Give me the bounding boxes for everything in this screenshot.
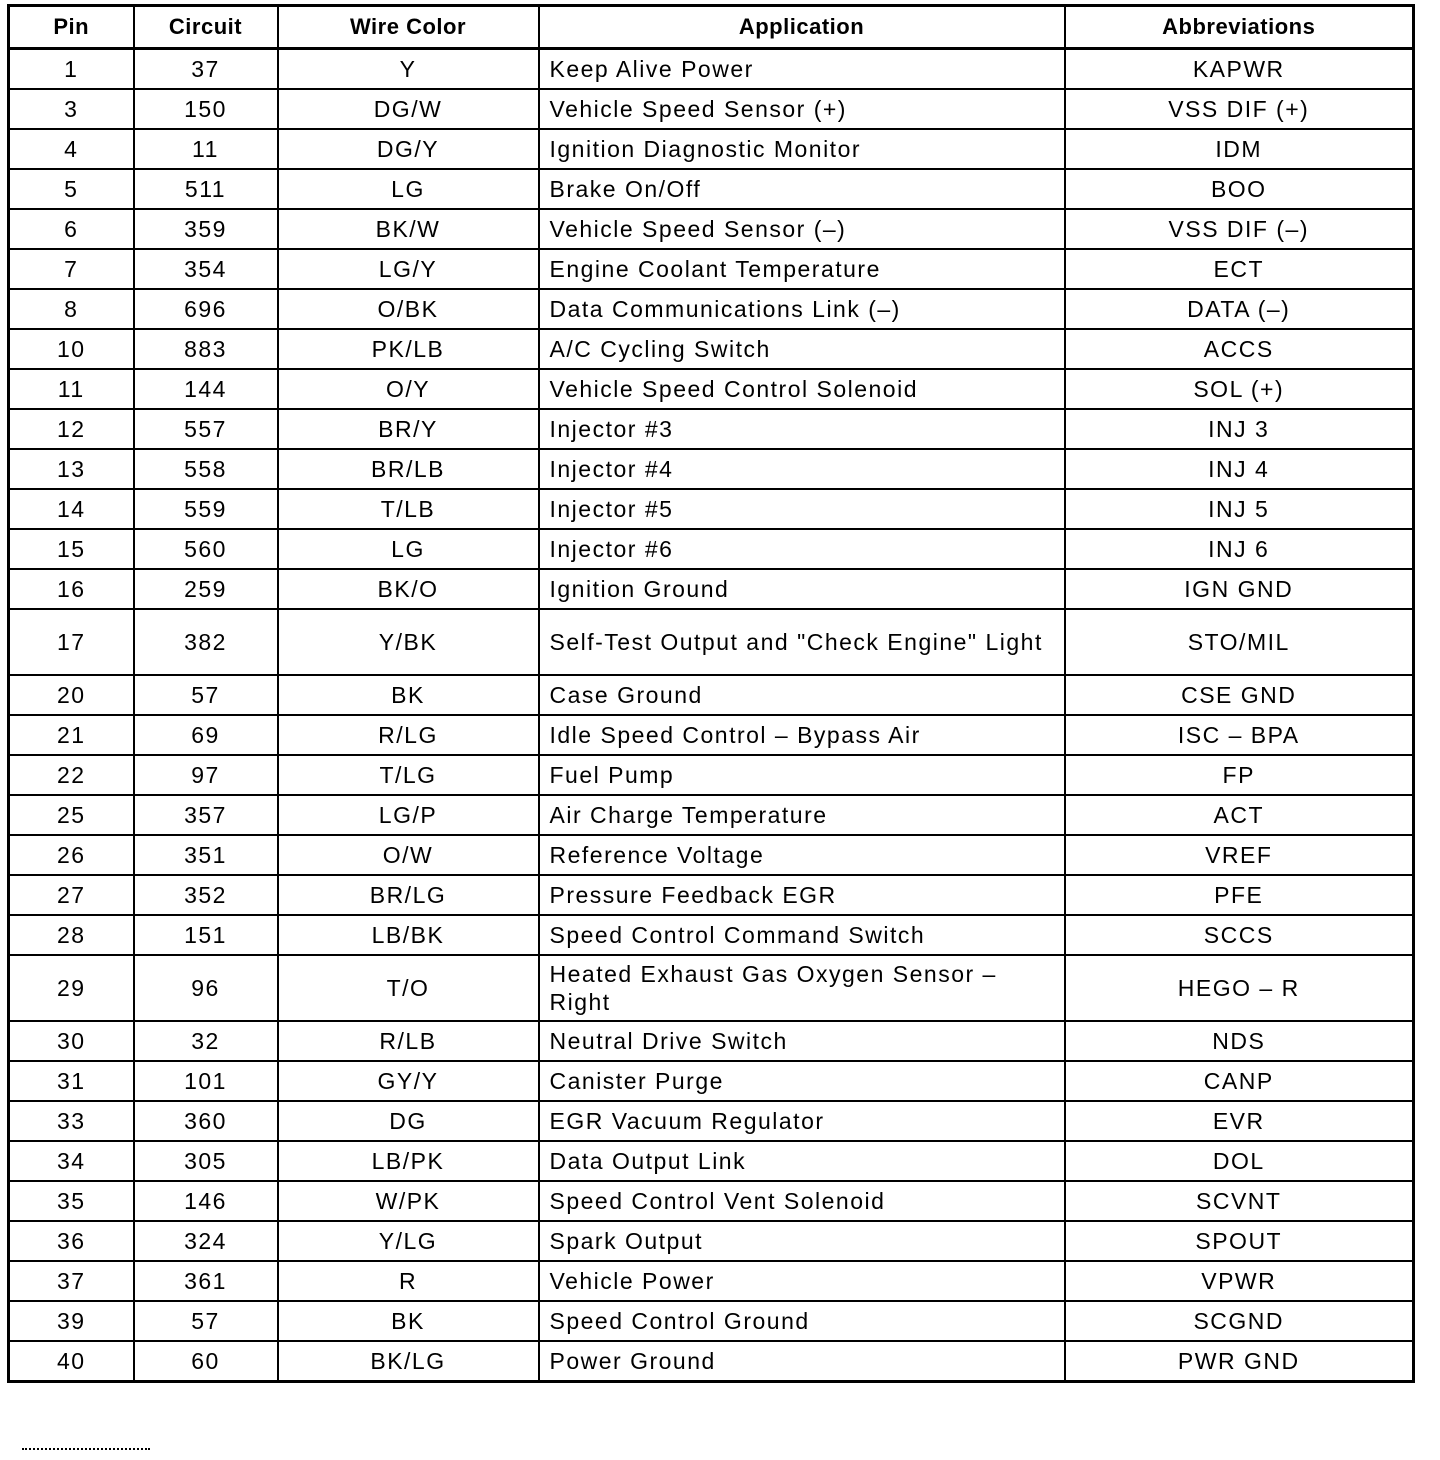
- cell-abbreviation: DOL: [1065, 1141, 1414, 1181]
- cell-pin: 30: [9, 1021, 134, 1061]
- cell-wire-color: LG/P: [278, 795, 539, 835]
- cell-wire-color: DG/Y: [278, 129, 539, 169]
- cell-abbreviation: KAPWR: [1065, 49, 1414, 90]
- cell-abbreviation: ACCS: [1065, 329, 1414, 369]
- cell-pin: 5: [9, 169, 134, 209]
- cell-abbreviation: SCCS: [1065, 915, 1414, 955]
- table-row: [9, 169, 1414, 209]
- cell-application: A/C Cycling Switch: [539, 329, 1065, 369]
- cell-abbreviation: INJ 5: [1065, 489, 1414, 529]
- cell-abbreviation: VSS DIF (+): [1065, 89, 1414, 129]
- cell-circuit: 560: [134, 529, 278, 569]
- cell-pin: 20: [9, 675, 134, 715]
- table-row: [9, 835, 1414, 875]
- cell-wire-color: LB/PK: [278, 1141, 539, 1181]
- table-row: [9, 369, 1414, 409]
- cell-abbreviation: DATA (–): [1065, 289, 1414, 329]
- table-row: [9, 915, 1414, 955]
- cell-abbreviation: VREF: [1065, 835, 1414, 875]
- cell-abbreviation: VPWR: [1065, 1261, 1414, 1301]
- cell-circuit: 11: [134, 129, 278, 169]
- cell-circuit: 69: [134, 715, 278, 755]
- table-row: [9, 1181, 1414, 1221]
- cell-application: Heated Exhaust Gas Oxygen Sensor – Right: [539, 955, 1065, 1021]
- cell-application: Self-Test Output and "Check Engine" Light: [539, 609, 1065, 675]
- cell-application: Vehicle Speed Sensor (+): [539, 89, 1065, 129]
- cell-wire-color: BR/Y: [278, 409, 539, 449]
- cell-wire-color: Y/BK: [278, 609, 539, 675]
- cell-abbreviation: STO/MIL: [1065, 609, 1414, 675]
- cell-application: Canister Purge: [539, 1061, 1065, 1101]
- cell-wire-color: T/LB: [278, 489, 539, 529]
- cell-circuit: 101: [134, 1061, 278, 1101]
- cell-application: Injector #6: [539, 529, 1065, 569]
- cell-application: Ignition Diagnostic Monitor: [539, 129, 1065, 169]
- cell-application: Neutral Drive Switch: [539, 1021, 1065, 1061]
- table-row: [9, 1141, 1414, 1181]
- cell-pin: 27: [9, 875, 134, 915]
- cell-pin: 40: [9, 1341, 134, 1382]
- cell-application: Engine Coolant Temperature: [539, 249, 1065, 289]
- cell-circuit: 351: [134, 835, 278, 875]
- cell-wire-color: Y: [278, 49, 539, 90]
- cell-abbreviation: BOO: [1065, 169, 1414, 209]
- cell-circuit: 559: [134, 489, 278, 529]
- cell-pin: 31: [9, 1061, 134, 1101]
- cell-abbreviation: INJ 6: [1065, 529, 1414, 569]
- cell-wire-color: R/LG: [278, 715, 539, 755]
- cell-abbreviation: INJ 3: [1065, 409, 1414, 449]
- table-row: [9, 1101, 1414, 1141]
- cell-wire-color: BR/LB: [278, 449, 539, 489]
- cell-wire-color: DG/W: [278, 89, 539, 129]
- cell-pin: 29: [9, 955, 134, 1021]
- cell-abbreviation: INJ 4: [1065, 449, 1414, 489]
- cell-circuit: 146: [134, 1181, 278, 1221]
- table-row: [9, 249, 1414, 289]
- cell-wire-color: PK/LB: [278, 329, 539, 369]
- cell-abbreviation: EVR: [1065, 1101, 1414, 1141]
- table-row: [9, 209, 1414, 249]
- cell-application: Fuel Pump: [539, 755, 1065, 795]
- cell-pin: 37: [9, 1261, 134, 1301]
- cell-pin: 17: [9, 609, 134, 675]
- cell-abbreviation: SCVNT: [1065, 1181, 1414, 1221]
- cell-circuit: 57: [134, 1301, 278, 1341]
- table-row: [9, 89, 1414, 129]
- cell-abbreviation: CSE GND: [1065, 675, 1414, 715]
- cell-circuit: 696: [134, 289, 278, 329]
- cell-circuit: 144: [134, 369, 278, 409]
- cell-circuit: 96: [134, 955, 278, 1021]
- table-row: [9, 289, 1414, 329]
- cell-circuit: 354: [134, 249, 278, 289]
- cell-circuit: 305: [134, 1141, 278, 1181]
- cell-pin: 25: [9, 795, 134, 835]
- cell-circuit: 151: [134, 915, 278, 955]
- cell-pin: 21: [9, 715, 134, 755]
- header-application: Application: [539, 6, 1065, 49]
- table-row: [9, 569, 1414, 609]
- cell-application: Pressure Feedback EGR: [539, 875, 1065, 915]
- cell-wire-color: T/O: [278, 955, 539, 1021]
- table-row: [9, 449, 1414, 489]
- table-row: [9, 715, 1414, 755]
- cell-wire-color: LG: [278, 529, 539, 569]
- cell-pin: 10: [9, 329, 134, 369]
- cell-circuit: 32: [134, 1021, 278, 1061]
- cell-circuit: 60: [134, 1341, 278, 1382]
- cell-circuit: 360: [134, 1101, 278, 1141]
- cell-abbreviation: ISC – BPA: [1065, 715, 1414, 755]
- cell-wire-color: T/LG: [278, 755, 539, 795]
- cell-pin: 1: [9, 49, 134, 90]
- cell-circuit: 352: [134, 875, 278, 915]
- cell-pin: 34: [9, 1141, 134, 1181]
- table-row: [9, 1021, 1414, 1061]
- table-row: [9, 1061, 1414, 1101]
- cell-application: Spark Output: [539, 1221, 1065, 1261]
- cell-pin: 7: [9, 249, 134, 289]
- cell-pin: 36: [9, 1221, 134, 1261]
- cell-circuit: 883: [134, 329, 278, 369]
- cell-abbreviation: NDS: [1065, 1021, 1414, 1061]
- cell-wire-color: BR/LG: [278, 875, 539, 915]
- pin-circuit-table: [7, 4, 1415, 1383]
- cell-circuit: 324: [134, 1221, 278, 1261]
- cell-pin: 13: [9, 449, 134, 489]
- cell-wire-color: R/LB: [278, 1021, 539, 1061]
- table-header-row: [9, 6, 1414, 49]
- cell-abbreviation: CANP: [1065, 1061, 1414, 1101]
- cell-pin: 14: [9, 489, 134, 529]
- cell-wire-color: BK/O: [278, 569, 539, 609]
- cell-wire-color: BK: [278, 675, 539, 715]
- table-row: [9, 409, 1414, 449]
- cell-wire-color: GY/Y: [278, 1061, 539, 1101]
- cell-application: Idle Speed Control – Bypass Air: [539, 715, 1065, 755]
- cell-application: Brake On/Off: [539, 169, 1065, 209]
- cell-pin: 3: [9, 89, 134, 129]
- cell-application: Case Ground: [539, 675, 1065, 715]
- cell-wire-color: LG: [278, 169, 539, 209]
- header-circuit: Circuit: [134, 6, 278, 49]
- table-row: [9, 1221, 1414, 1261]
- cell-abbreviation: PWR GND: [1065, 1341, 1414, 1382]
- cell-application: Speed Control Vent Solenoid: [539, 1181, 1065, 1221]
- cell-circuit: 37: [134, 49, 278, 90]
- cell-application: Power Ground: [539, 1341, 1065, 1382]
- cell-wire-color: O/BK: [278, 289, 539, 329]
- cell-pin: 22: [9, 755, 134, 795]
- cell-abbreviation: SOL (+): [1065, 369, 1414, 409]
- cell-application: Data Communications Link (–): [539, 289, 1065, 329]
- cell-pin: 4: [9, 129, 134, 169]
- cell-circuit: 382: [134, 609, 278, 675]
- cell-pin: 26: [9, 835, 134, 875]
- table-row: [9, 1301, 1414, 1341]
- cell-wire-color: Y/LG: [278, 1221, 539, 1261]
- cell-pin: 6: [9, 209, 134, 249]
- table-row: [9, 1261, 1414, 1301]
- cell-wire-color: O/Y: [278, 369, 539, 409]
- header-abbreviations: Abbreviations: [1065, 6, 1414, 49]
- cell-circuit: 557: [134, 409, 278, 449]
- table-body: [9, 49, 1414, 1382]
- cell-wire-color: DG: [278, 1101, 539, 1141]
- table-row: [9, 875, 1414, 915]
- cell-pin: 39: [9, 1301, 134, 1341]
- cell-pin: 33: [9, 1101, 134, 1141]
- cell-application: Speed Control Ground: [539, 1301, 1065, 1341]
- cell-wire-color: O/W: [278, 835, 539, 875]
- cell-abbreviation: SCGND: [1065, 1301, 1414, 1341]
- cell-abbreviation: ECT: [1065, 249, 1414, 289]
- cell-circuit: 97: [134, 755, 278, 795]
- cell-abbreviation: FP: [1065, 755, 1414, 795]
- cell-application: Vehicle Power: [539, 1261, 1065, 1301]
- cell-application: Injector #3: [539, 409, 1065, 449]
- cell-pin: 16: [9, 569, 134, 609]
- cell-application: Data Output Link: [539, 1141, 1065, 1181]
- footnote-dotted-rule: [22, 1448, 150, 1450]
- cell-application: Keep Alive Power: [539, 49, 1065, 90]
- cell-pin: 15: [9, 529, 134, 569]
- cell-circuit: 57: [134, 675, 278, 715]
- table-row: [9, 609, 1414, 675]
- cell-circuit: 259: [134, 569, 278, 609]
- cell-application: Air Charge Temperature: [539, 795, 1065, 835]
- cell-pin: 8: [9, 289, 134, 329]
- cell-circuit: 558: [134, 449, 278, 489]
- table-row: [9, 489, 1414, 529]
- cell-wire-color: LG/Y: [278, 249, 539, 289]
- cell-application: Ignition Ground: [539, 569, 1065, 609]
- table-row: [9, 49, 1414, 90]
- cell-abbreviation: IDM: [1065, 129, 1414, 169]
- cell-abbreviation: HEGO – R: [1065, 955, 1414, 1021]
- cell-application: Speed Control Command Switch: [539, 915, 1065, 955]
- cell-circuit: 357: [134, 795, 278, 835]
- cell-wire-color: BK/W: [278, 209, 539, 249]
- cell-application: Vehicle Speed Sensor (–): [539, 209, 1065, 249]
- cell-abbreviation: SPOUT: [1065, 1221, 1414, 1261]
- header-wire-color: Wire Color: [278, 6, 539, 49]
- cell-wire-color: W/PK: [278, 1181, 539, 1221]
- table-row: [9, 675, 1414, 715]
- cell-circuit: 361: [134, 1261, 278, 1301]
- cell-pin: 35: [9, 1181, 134, 1221]
- cell-wire-color: LB/BK: [278, 915, 539, 955]
- table-row: [9, 795, 1414, 835]
- table-row: [9, 129, 1414, 169]
- cell-pin: 28: [9, 915, 134, 955]
- cell-wire-color: BK: [278, 1301, 539, 1341]
- cell-pin: 11: [9, 369, 134, 409]
- cell-wire-color: R: [278, 1261, 539, 1301]
- cell-abbreviation: ACT: [1065, 795, 1414, 835]
- cell-pin: 12: [9, 409, 134, 449]
- cell-wire-color: BK/LG: [278, 1341, 539, 1382]
- table-row: [9, 329, 1414, 369]
- table-row: [9, 955, 1414, 1021]
- table-row: [9, 1341, 1414, 1382]
- cell-application: Reference Voltage: [539, 835, 1065, 875]
- cell-application: EGR Vacuum Regulator: [539, 1101, 1065, 1141]
- cell-application: Vehicle Speed Control Solenoid: [539, 369, 1065, 409]
- cell-circuit: 150: [134, 89, 278, 129]
- cell-abbreviation: IGN GND: [1065, 569, 1414, 609]
- cell-abbreviation: PFE: [1065, 875, 1414, 915]
- table-row: [9, 529, 1414, 569]
- header-pin: Pin: [9, 6, 134, 49]
- table-row: [9, 755, 1414, 795]
- cell-circuit: 511: [134, 169, 278, 209]
- cell-abbreviation: VSS DIF (–): [1065, 209, 1414, 249]
- cell-application: Injector #4: [539, 449, 1065, 489]
- cell-circuit: 359: [134, 209, 278, 249]
- cell-application: Injector #5: [539, 489, 1065, 529]
